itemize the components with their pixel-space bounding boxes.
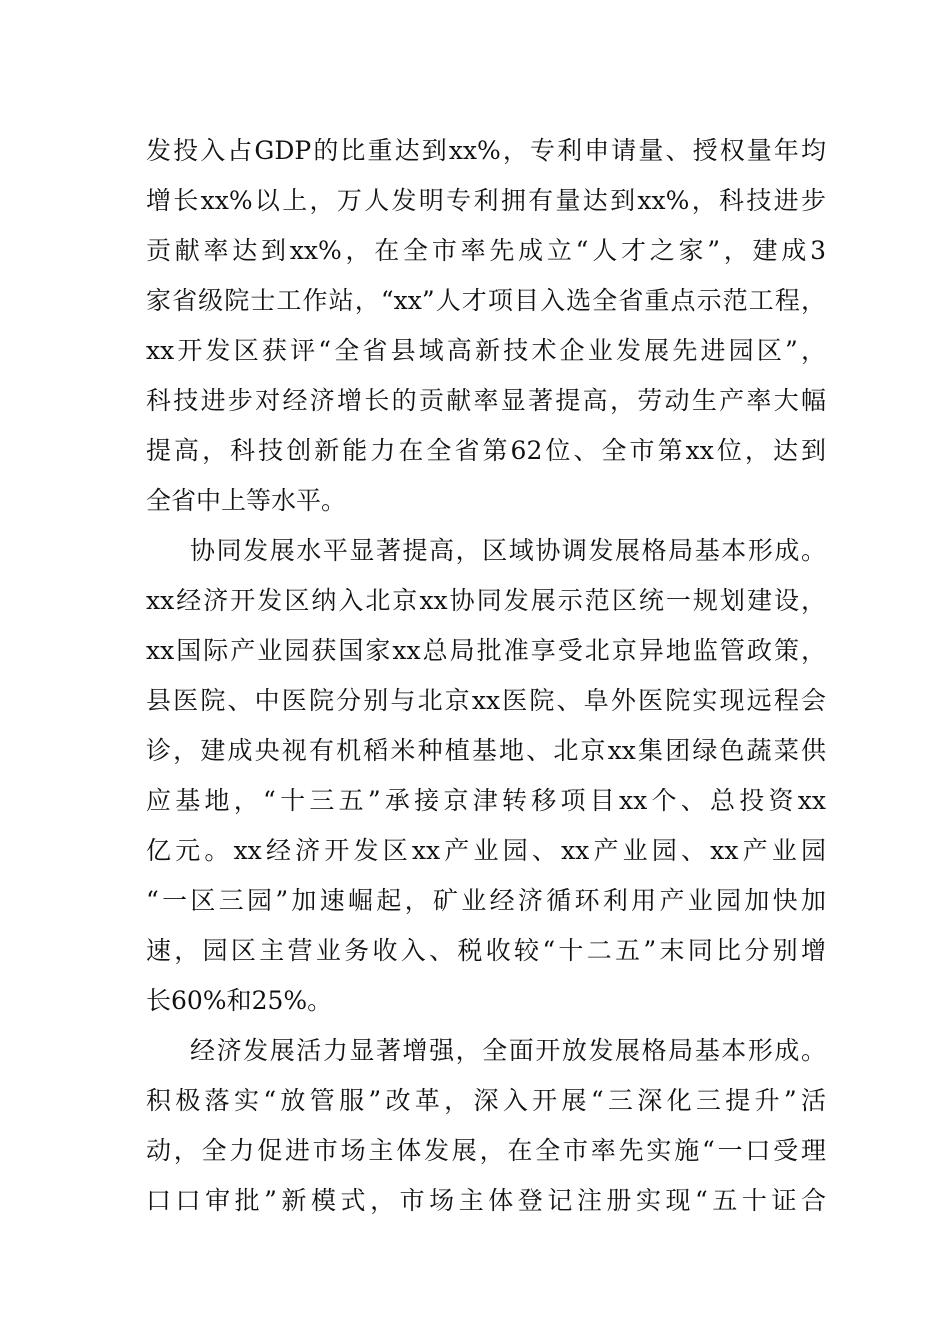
paragraph-heading-line: 经济发展活力显著增强，全面开放发展格局基本形成。 [190, 1036, 826, 1065]
text-line: “一区三园”加速崛起，矿业经济循环利用产业园加快加 [146, 886, 826, 915]
paragraph-economic-vitality [146, 1026, 826, 1226]
text-line: 长60%和25%。 [146, 986, 333, 1015]
text-line: 科技进步对经济增长的贡献率显著提高，劳动生产率大幅 [146, 386, 826, 415]
text-line: 积极落实“放管服”改革，深入开展“三深化三提升”活 [146, 1086, 826, 1115]
text-line: 动，全力促进市场主体发展，在全市率先实施“一口受理 [146, 1136, 826, 1165]
text-line: xx国际产业园获国家xx总局批准享受北京异地监管政策， [146, 636, 826, 665]
text-line: 发投入占GDP的比重达到xx%，专利申请量、授权量年均 [146, 136, 826, 165]
paragraph-coordinated-development [146, 526, 826, 1026]
text-line: 贡献率达到xx%，在全市率先成立“人才之家”，建成3 [146, 236, 826, 265]
text-line: 增长xx%以上，万人发明专利拥有量达到xx%，科技进步 [146, 186, 826, 215]
document-body [146, 126, 826, 1226]
text-line: xx经济开发区纳入北京xx协同发展示范区统一规划建设， [146, 586, 826, 615]
text-line: 家省级院士工作站，“xx”人才项目入选全省重点示范工程， [146, 286, 826, 315]
text-line: 提高，科技创新能力在全省第62位、全市第xx位，达到 [146, 436, 826, 465]
text-line: 县医院、中医院分别与北京xx医院、阜外医院实现远程会 [146, 686, 826, 715]
paragraph-heading-line: 协同发展水平显著提高，区域协调发展格局基本形成。 [190, 536, 826, 565]
text-line: 口口审批”新模式，市场主体登记注册实现“五十证合 [146, 1186, 826, 1215]
text-line: xx开发区获评“全省县域高新技术企业发展先进园区”， [146, 336, 826, 365]
text-line: 全省中上等水平。 [146, 486, 347, 515]
text-line: 诊，建成央视有机稻米种植基地、北京xx集团绿色蔬菜供 [146, 736, 826, 765]
paragraph-innovation [146, 126, 826, 526]
text-line: 应基地，“十三五”承接京津转移项目xx个、总投资xx [146, 786, 826, 815]
text-line: 速，园区主营业务收入、税收较“十二五”末同比分别增 [146, 936, 826, 965]
text-line: 亿元。xx经济开发区xx产业园、xx产业园、xx产业园 [146, 836, 826, 865]
